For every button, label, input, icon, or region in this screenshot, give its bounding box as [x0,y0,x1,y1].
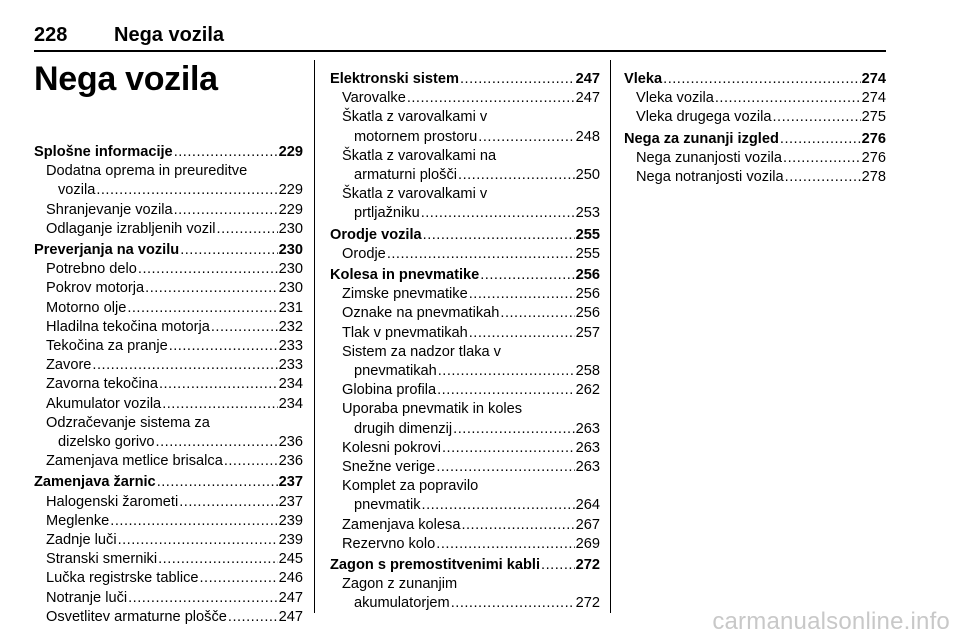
toc-entry[interactable] [34,260,303,279]
toc-section-entry[interactable] [330,226,600,245]
toc-entry-title: motornem prostoru [354,128,478,145]
toc-page-number: 263 [575,459,600,476]
toc-entry[interactable] [34,375,303,394]
toc-section-entry[interactable] [624,70,886,89]
toc-page-number: 247 [575,71,600,87]
toc-page-number: 247 [278,589,303,606]
running-title: Nega vozila [114,24,225,46]
toc-section-entry[interactable] [34,473,303,492]
toc-page-number: 250 [575,167,600,184]
toc-entry-title: Zamenjava metlice brisalca [46,453,223,470]
toc-entry-title: akumulatorjem [354,595,450,612]
toc-entry-title: armaturni plošči [354,167,458,184]
dot-leader [453,420,574,439]
toc-entry-line2[interactable] [330,420,600,439]
dot-leader [92,356,277,375]
toc-entry[interactable] [330,285,600,304]
toc-entry[interactable] [330,535,600,554]
toc-entry-title: Tekočina za pranje [46,338,168,355]
toc-entry[interactable] [34,569,303,588]
toc-entry-title: Osvetlitev armaturne plošče [46,608,227,625]
toc-page-number: 269 [575,535,600,552]
dot-leader [159,375,278,394]
toc-entry[interactable] [330,304,600,323]
toc-page-number: 234 [278,395,303,412]
toc-entry-title: Rezervno kolo [342,535,436,552]
toc-entry[interactable] [330,324,600,343]
toc-entry[interactable] [34,279,303,298]
dot-leader [478,128,574,147]
toc-page-number: 263 [575,420,600,437]
toc-entry-title: Notranje luči [46,589,128,606]
toc-page-number: 263 [575,439,600,456]
toc-page-number: 232 [278,318,303,335]
dot-leader [460,70,575,89]
toc-entry[interactable] [34,550,303,569]
toc-entry-title-line1: Zagon z zunanjim [342,576,458,593]
toc-entry-title: Stranski smerniki [46,551,158,568]
toc-page-number: 272 [575,595,600,612]
toc-entry[interactable] [34,493,303,512]
dot-leader [785,168,861,187]
dot-leader [500,304,574,323]
dot-leader [469,324,575,343]
toc-entry-title: pnevmatik [354,497,421,514]
toc-page-number: 229 [278,144,303,160]
toc-entry[interactable] [34,201,303,220]
dot-leader [663,70,861,89]
toc-entry-title: Zavore [46,357,92,374]
toc-entry-title: Kolesa in pnevmatike [330,267,480,284]
toc-entry-line2[interactable] [34,433,303,452]
toc-entry-title: Zagon s premostitvenimi kabli [330,557,541,574]
dot-leader [211,318,278,337]
toc-entry-title: Nega notranjosti vozila [636,169,784,186]
toc-entry-title: Zadnje luči [46,532,117,549]
dot-leader [438,362,575,381]
toc-entry[interactable] [330,575,600,613]
page-header [34,24,886,52]
toc-page-number: 231 [278,299,303,316]
toc-page-number: 229 [278,182,303,199]
toc-entry-title: Orodje [342,245,386,262]
dot-leader [145,279,278,298]
dot-leader [458,166,575,185]
toc-entry[interactable] [330,381,600,400]
dot-leader [179,493,277,512]
toc-page-number: 258 [575,363,600,380]
dot-leader [451,594,575,613]
toc-entry-title: Hladilna tekočina motorja [46,318,210,335]
dot-leader [128,589,278,608]
toc-entry-title: Halogenski žarometi [46,493,179,510]
toc-page-number: 276 [861,149,886,166]
toc-entry-title-line1: Komplet za popravilo [342,478,479,495]
toc-entry-title: Meglenke [46,512,110,529]
toc-page-number: 246 [278,570,303,587]
toc-entry-line2[interactable] [330,166,600,185]
toc-entry[interactable] [34,414,303,452]
header-rule [34,50,886,52]
toc-entry-title: Varovalke [342,90,406,107]
dot-leader [169,337,278,356]
dot-leader [442,439,575,458]
toc-section-entry[interactable] [624,130,886,149]
toc-page-number: 230 [278,280,303,297]
dot-leader [436,458,574,477]
toc-entry-title-line1: Škatla z varovalkami na [342,147,497,164]
toc-entry-title: Akumulator vozila [46,395,162,412]
toc-column-2 [330,70,600,614]
toc-page-number: 230 [278,242,303,259]
toc-entry-title-line1: Uporaba pnevmatik in koles [342,401,523,418]
dot-leader [715,89,861,108]
toc-entry[interactable] [34,608,303,627]
toc-page-number: 236 [278,453,303,470]
dot-leader [224,452,278,471]
dot-leader [157,473,278,492]
toc-entry[interactable] [330,400,600,438]
dot-leader [780,130,861,149]
toc-entry[interactable] [330,516,600,535]
toc-entry-title: Oznake na pnevmatikah [342,305,500,322]
toc-entry-title: Splošne informacije [34,144,173,160]
toc-entry-title: Globina profila [342,382,437,399]
toc-entry[interactable] [330,477,600,515]
toc-section-entry[interactable] [330,556,600,575]
toc-entry-title: prtljažniku [354,205,420,222]
toc-page-number: 229 [278,201,303,218]
toc-page-number: 278 [861,169,886,186]
toc-page-number: 256 [575,267,600,284]
toc-page-number: 275 [861,109,886,126]
toc-page-number: 230 [278,220,303,237]
toc-page-number: 272 [575,557,600,574]
toc-page-number: 276 [861,130,886,147]
toc-entry[interactable] [34,318,303,337]
column-divider [314,60,315,613]
toc-page-number: 233 [278,357,303,374]
dot-leader [480,266,574,285]
toc-page-number: 247 [575,90,600,107]
toc-entry-title: Tlak v pnevmatikah [342,324,468,341]
column-divider [610,60,611,613]
toc-entry-title: pnevmatikah [354,363,437,380]
toc-entry[interactable] [34,337,303,356]
toc-entry[interactable] [34,299,303,318]
toc-entry[interactable] [330,89,600,108]
toc-page-number: 257 [575,324,600,341]
toc-entry-title: Preverjanja na vozilu [34,242,180,259]
toc-entry[interactable] [34,395,303,414]
dot-leader [228,608,278,627]
toc-entry[interactable] [624,168,886,187]
toc-entry[interactable] [330,185,600,223]
toc-page-number: 255 [575,226,600,243]
dot-leader [96,181,277,200]
toc-page-number: 236 [278,434,303,451]
toc-entry-title: Potrebno delo [46,261,137,278]
toc-section-entry[interactable] [330,266,600,285]
toc-page-number: 264 [575,497,600,514]
toc-entry-title-line1: Škatla z varovalkami v [342,186,488,203]
toc-entry-title: Vleka [624,71,663,87]
toc-page-number: 255 [575,245,600,262]
toc-entry[interactable] [624,108,886,127]
toc-page-number: 237 [278,474,303,491]
dot-leader [437,381,575,400]
toc-page-number: 239 [278,532,303,549]
toc-entry-title: drugih dimenzij [354,420,453,437]
toc-page-number: 248 [575,128,600,145]
toc-page-number: 262 [575,382,600,399]
toc-entry-title: Lučka registrske tablice [46,570,199,587]
dot-leader [421,204,575,223]
dot-leader [387,245,575,264]
dot-leader [436,535,574,554]
toc-entry-line2[interactable] [330,496,600,515]
toc-entry-title: Shranjevanje vozila [46,201,173,218]
toc-entry-title: Kolesni pokrovi [342,439,441,456]
toc-page-number: 274 [861,71,886,87]
toc-entry[interactable] [624,89,886,108]
toc-entry-title: dizelsko gorivo [58,434,155,451]
toc-entry[interactable] [330,108,600,146]
toc-entry-title: Motorno olje [46,299,127,316]
dot-leader [156,433,278,452]
toc-entry[interactable] [34,356,303,375]
toc-entry-line2[interactable] [330,204,600,223]
toc-section-entry[interactable] [330,70,600,89]
toc-entry[interactable] [34,452,303,471]
dot-leader [772,108,860,127]
toc-entry-line2[interactable] [34,181,303,200]
watermark: carmanualsonline.info [712,608,950,635]
toc-entry[interactable] [34,589,303,608]
toc-entry[interactable] [330,147,600,185]
toc-section-entry[interactable] [34,143,303,162]
dot-leader [162,395,277,414]
dot-leader [110,512,277,531]
dot-leader [138,260,278,279]
dot-leader [174,201,278,220]
toc-column-1 [34,143,303,627]
toc-page-number: 267 [575,516,600,533]
dot-leader [200,569,278,588]
toc-page-number: 274 [861,90,886,107]
dot-leader [423,226,575,245]
toc-entry-title: Pokrov motorja [46,280,145,297]
toc-page-number: 247 [278,608,303,625]
toc-entry-title: Vleka vozila [636,90,714,107]
toc-entry-title: Zimske pnevmatike [342,286,468,303]
toc-entry[interactable] [330,458,600,477]
dot-leader [118,531,278,550]
toc-entry-line2[interactable] [330,362,600,381]
toc-column-3 [624,70,886,187]
toc-page-number: 239 [278,512,303,529]
toc-entry-title: Elektronski sistem [330,71,459,87]
dot-leader [158,550,278,569]
dot-leader [174,143,278,162]
toc-entry-title: Snežne verige [342,459,436,476]
dot-leader [180,241,277,260]
toc-section-entry[interactable] [34,241,303,260]
toc-entry-line2[interactable] [330,594,600,613]
toc-page-number: 256 [575,286,600,303]
toc-entry[interactable] [330,343,600,381]
toc-entry-title: Vleka drugega vozila [636,109,772,126]
dot-leader [127,299,277,318]
toc-page-number: 245 [278,551,303,568]
dot-leader [407,89,575,108]
toc-entry[interactable] [330,245,600,264]
toc-entry-title: Zamenjava kolesa [342,516,461,533]
toc-entry-title: Nega zunanjosti vozila [636,149,783,166]
toc-entry-line2[interactable] [330,128,600,147]
toc-entry-title-line1: Dodatna oprema in preureditve [46,163,248,180]
toc-entry[interactable] [34,162,303,200]
toc-entry[interactable] [330,439,600,458]
dot-leader [461,516,574,535]
toc-entry[interactable] [34,220,303,239]
toc-entry-title: vozila [58,182,96,199]
toc-entry[interactable] [34,531,303,550]
toc-entry-title: Odlaganje izrabljenih vozil [46,220,216,237]
toc-page-number: 256 [575,305,600,322]
toc-entry[interactable] [624,149,886,168]
chapter-title: Nega vozila [34,60,218,98]
toc-entry-title-line1: Škatla z varovalkami v [342,109,488,126]
toc-entry-title-line1: Sistem za nadzor tlaka v [342,343,501,360]
page-number: 228 [34,24,68,46]
dot-leader [422,496,575,515]
toc-page-number: 234 [278,376,303,393]
toc-entry-title: Orodje vozila [330,226,422,243]
toc-entry-title: Zavorna tekočina [46,376,158,393]
toc-page-number: 233 [278,338,303,355]
dot-leader [469,285,575,304]
toc-entry-title: Zamenjava žarnic [34,474,156,491]
toc-page-number: 237 [278,493,303,510]
toc-page-number: 230 [278,261,303,278]
toc-entry-title: Nega za zunanji izgled [624,130,779,147]
toc-entry-title-line1: Odzračevanje sistema za [46,414,210,431]
toc-page-number: 253 [575,205,600,222]
dot-leader [217,220,278,239]
dot-leader [541,556,575,575]
toc-entry[interactable] [34,512,303,531]
dot-leader [783,149,861,168]
